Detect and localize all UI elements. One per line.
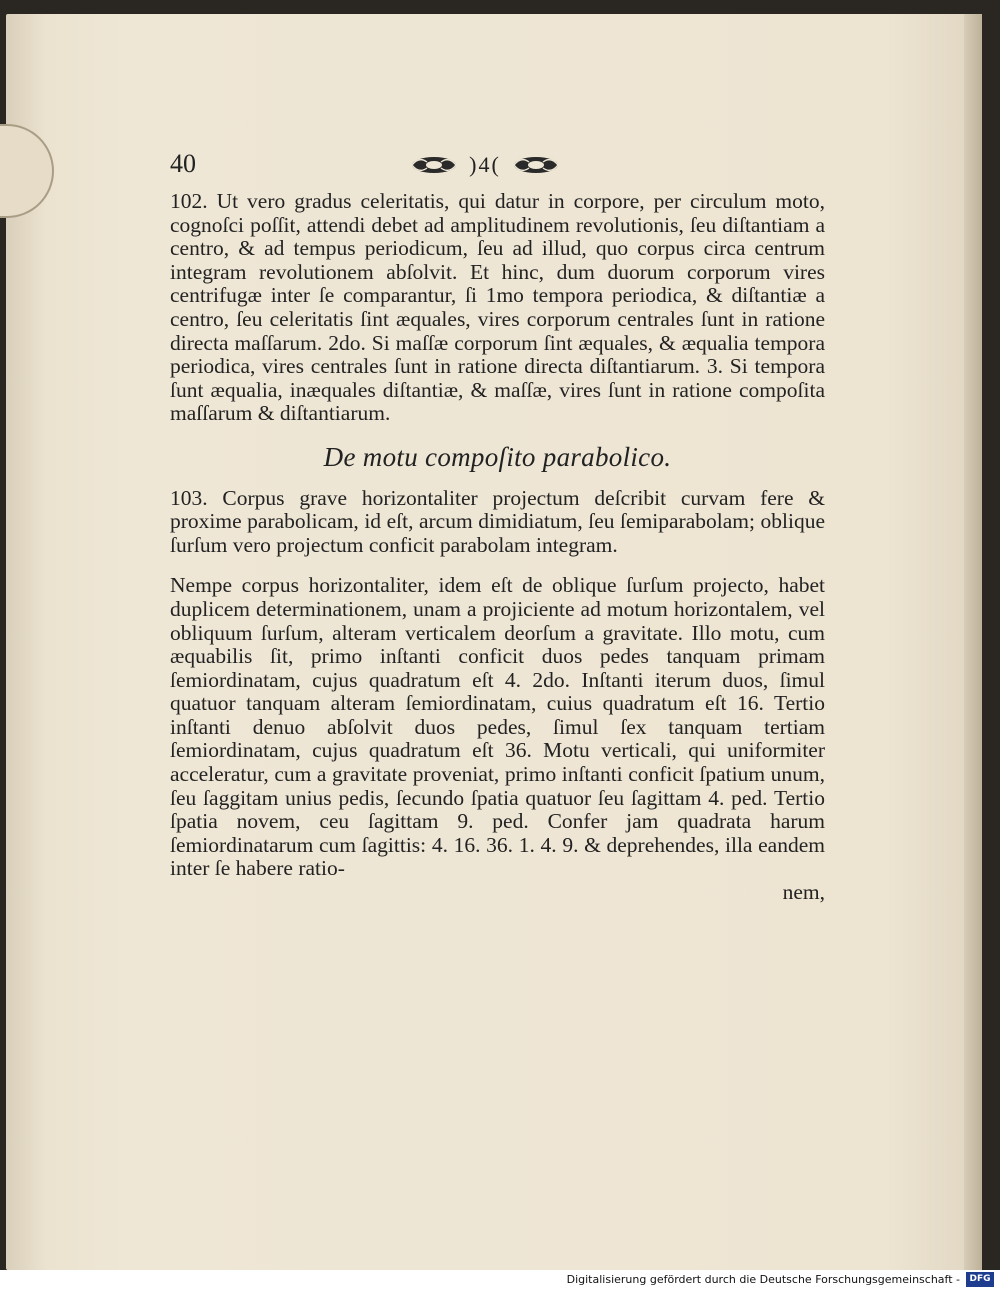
running-head (170, 150, 825, 190)
paragraph-103: 103. Corpus grave horizontaliter projectum deſcribit curvam fere & proxime parabolicam, id eſt, arcum dimidiatum, ſeu ſemiparabolam; oblique ſurſum vero projectum conficit parabolam integram. (170, 485, 825, 557)
dfg-logo: DFG (966, 1272, 994, 1287)
signature: )4( (469, 152, 501, 178)
paragraph-nempe: Nempe corpus horizontaliter, idem eſt de oblique ſurſum projecto, habet duplicem determinationem, unam a projiciente ad motum horizontalem, vel obliquum ſurſum, alteram verticalem deorſum a gravitate. Illo motu, cum æquabilis ſit, primo inſtanti conficit duos pedes tanquam primam ſemiordinatam, cujus quadratum eſt 4. 2do. Inſtanti iterum duos, ſimul quatuor tanquam alteram ſemiordinatam, cuius quadratum eſt 16. Tertio inſtanti denuo abſolvit duos pedes, ſimul ſex tanquam tertiam ſemiordinatam, cujus quadratum eſt 36. Motu verticali, qui uniformiter acceleratur, cum a gravitate proveniat, primo inſtanti conficit ſpatium unum, ſeu ſaggitam unius pedis, ſecundo ſpatia quatuor ſeu ſagittam 4. ped. Tertio ſpatia novem, ceu ſagittam 9. ped. Confer jam quadrata harum ſemiordinatarum cum ſagittis: 4. 16. 36. 1. 4. 9. & deprehendes, illa eandem inter ſe habere ratio- (170, 573, 825, 881)
page-text (170, 150, 825, 905)
footer-credit: Digitalisierung gefördert durch die Deutsche Forschungsgemeinschaft - (566, 1273, 960, 1286)
signature-mark (385, 150, 585, 180)
paragraph-102: 102. Ut vero gradus celeritatis, qui datur in corpore, per circulum moto, cognoſci poſſit, attendi debet ad amplitudinem revolutionis, ſeu diſtantiam a centro, & ad tempus periodicum, ſeu ad illud, quo corpus circa centrum integram revolutionem abſolvit. Et hinc, dum duorum corporum vires centrifugæ inter ſe comparantur, ſi 1mo tempora periodica, & diſtantiæ a centro, ſeu celeritatis ſint æquales, vires corporum centrales ſunt in ratione directa maſſarum. 2do. Si maſſæ corporum ſint æquales, & æqualia tempora periodica, vires centrales ſunt in ratione directa diſtantiarum. 3. Si tempora ſunt æqualia, inæquales diſtantiæ, & maſſæ, vires ſunt in ratione compoſita maſſarum & diſtantiarum. (170, 189, 825, 426)
page-edge (964, 14, 982, 1270)
ornament-left-icon (409, 154, 459, 176)
section-heading: De motu compoſito parabolico. (323, 441, 672, 472)
page-number: 40 (170, 149, 196, 178)
ornament-right-icon (511, 154, 561, 176)
catchword: nem, (782, 880, 825, 905)
page-curl (0, 124, 54, 218)
